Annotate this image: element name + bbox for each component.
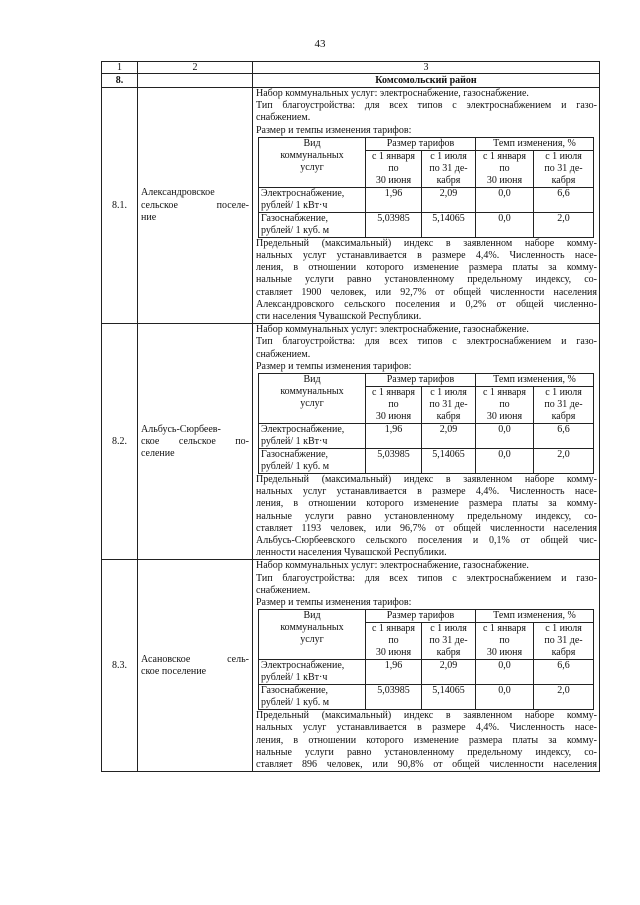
- paragraph-line: ления, в отношении которого изменение размера платы за комму-: [256, 498, 597, 510]
- paragraph-line: Предельный (максимальный) индекс в заявленном наборе комму-: [256, 710, 597, 722]
- settlement-name-line: Асановское сель-: [141, 653, 249, 665]
- paragraph-line: ления, в отношении которого изменение размера платы за комму-: [256, 734, 597, 746]
- settlement-number: 8.3.: [102, 560, 138, 772]
- paragraph-line: Альбусь-Сюрбеевского сельского поселения и 0,1% от общей чис-: [256, 535, 597, 547]
- period-jul: с 1 июля по 31 де- кабря: [534, 150, 594, 187]
- period-jan: с 1 января по 30 июня: [476, 623, 534, 660]
- electricity-tariff-jul: 2,09: [422, 660, 476, 685]
- limit-index-paragraph: [256, 710, 597, 771]
- settlement-number: 8.1.: [102, 88, 138, 324]
- period-jan: с 1 января по 30 июня: [476, 150, 534, 187]
- electricity-tariff-jan: 1,96: [366, 424, 422, 449]
- electricity-label: Электроснабжение, рублей/ 1 кВт·ч: [259, 660, 366, 685]
- gas-label: Газоснабжение, рублей/ 1 куб. м: [259, 685, 366, 710]
- gas-rate-jul: 2,0: [534, 212, 594, 237]
- period-jul: с 1 июля по 31 де- кабря: [534, 623, 594, 660]
- settlement-row: [102, 324, 600, 560]
- settlement-name: [138, 560, 253, 772]
- page-number: 43: [314, 38, 326, 50]
- col-header-2: 2: [138, 62, 253, 74]
- rates-title: Размер и темпы изменения тарифов:: [256, 360, 412, 372]
- settlement-details: [253, 324, 600, 560]
- gas-tariff-jan: 5,03985: [366, 685, 422, 710]
- electricity-rate-jul: 6,6: [534, 424, 594, 449]
- electricity-rate-jan: 0,0: [476, 660, 534, 685]
- gas-rate-jan: 0,0: [476, 449, 534, 474]
- rates-title: Размер и темпы изменения тарифов:: [256, 597, 412, 609]
- electricity-tariff-jul: 2,09: [422, 187, 476, 212]
- paragraph-line: Предельный (максимальный) индекс в заявленном наборе комму-: [256, 474, 597, 486]
- rates-table: [258, 373, 594, 474]
- electricity-rate-jan: 0,0: [476, 187, 534, 212]
- improvement-line-2: снабжением.: [256, 112, 311, 124]
- gas-tariff-jan: 5,03985: [366, 212, 422, 237]
- limit-index-paragraph: [256, 238, 597, 323]
- settlement-row: [102, 88, 600, 324]
- col-kind: Вид коммунальных услуг: [259, 137, 366, 187]
- improvement-line-1: Тип благоустройства: для всех типов с электроснабжением и газо-: [256, 336, 597, 348]
- col-kind: Вид коммунальных услуг: [259, 610, 366, 660]
- improvement-line-2: снабжением.: [256, 584, 311, 596]
- col-tariff: Размер тарифов: [366, 610, 476, 623]
- period-jan: с 1 января по 30 июня: [366, 150, 422, 187]
- col-header-3: 3: [253, 62, 600, 74]
- improvement-line-1: Тип благоустройства: для всех типов с электроснабжением и газо-: [256, 100, 597, 112]
- period-jul: с 1 июля по 31 де- кабря: [534, 387, 594, 424]
- paragraph-line: Александровского сельского поселения и 0,2% от общей численно-: [256, 298, 597, 310]
- paragraph-line: сти населения Чувашской Республики.: [256, 311, 422, 323]
- paragraph-line: ленности населения Чувашской Республики.: [256, 547, 447, 559]
- tariff-table: [101, 61, 600, 772]
- settlement-name-line: Альбусь-Сюрбеев-: [141, 423, 221, 435]
- electricity-label: Электроснабжение, рублей/ 1 кВт·ч: [259, 424, 366, 449]
- settlement-name-line: ние: [141, 211, 157, 223]
- gas-row: [259, 449, 594, 474]
- settlement-name: [138, 324, 253, 560]
- gas-tariff-jul: 5,14065: [422, 449, 476, 474]
- services-line: Набор коммунальных услуг: электроснабжение, газоснабжение.: [256, 324, 529, 336]
- paragraph-line: нальных услуг устанавливается в размере 4,4%. Численность насе-: [256, 486, 597, 498]
- paragraph-line: нальные услуги равно установленному предельному индексу, со-: [256, 274, 597, 286]
- gas-rate-jul: 2,0: [534, 685, 594, 710]
- district-name: Комсомольский район: [253, 74, 600, 88]
- settlement-details: [253, 88, 600, 324]
- electricity-tariff-jan: 1,96: [366, 187, 422, 212]
- settlement-name: [138, 88, 253, 324]
- col-tariff: Размер тарифов: [366, 374, 476, 387]
- electricity-row: [259, 660, 594, 685]
- col-rate: Темп изменения, %: [476, 137, 594, 150]
- rates-table: [258, 137, 594, 238]
- gas-row: [259, 685, 594, 710]
- period-jan: с 1 января по 30 июня: [366, 387, 422, 424]
- col-rate: Темп изменения, %: [476, 374, 594, 387]
- paragraph-line: нальных услуг устанавливается в размере 4,4%. Численность насе-: [256, 250, 597, 262]
- gas-rate-jan: 0,0: [476, 685, 534, 710]
- settlement-row: [102, 560, 600, 772]
- electricity-tariff-jan: 1,96: [366, 660, 422, 685]
- settlement-details: [253, 560, 600, 772]
- electricity-rate-jul: 6,6: [534, 660, 594, 685]
- paragraph-line: нальные услуги равно установленному предельному индексу, со-: [256, 746, 597, 758]
- settlement-number: 8.2.: [102, 324, 138, 560]
- period-jul: с 1 июля по 31 де- кабря: [422, 150, 476, 187]
- col-kind: Вид коммунальных услуг: [259, 374, 366, 424]
- col-tariff: Размер тарифов: [366, 137, 476, 150]
- paragraph-line: ставляет 1900 человек, или 92,7% от общей численности населения: [256, 286, 597, 298]
- services-line: Набор коммунальных услуг: электроснабжение, газоснабжение.: [256, 560, 529, 572]
- paragraph-line: нальные услуги равно установленному предельному индексу, со-: [256, 510, 597, 522]
- settlement-name-line: селение: [141, 447, 175, 459]
- period-jan: с 1 января по 30 июня: [476, 387, 534, 424]
- paragraph-line: ставляет 1193 человек, или 96,7% от общей численности населения: [256, 522, 597, 534]
- electricity-row: [259, 187, 594, 212]
- gas-label: Газоснабжение, рублей/ 1 куб. м: [259, 449, 366, 474]
- electricity-rate-jan: 0,0: [476, 424, 534, 449]
- district-number: 8.: [102, 74, 138, 88]
- gas-rate-jan: 0,0: [476, 212, 534, 237]
- gas-tariff-jul: 5,14065: [422, 212, 476, 237]
- improvement-line-2: снабжением.: [256, 348, 311, 360]
- rates-title: Размер и темпы изменения тарифов:: [256, 124, 412, 136]
- gas-row: [259, 212, 594, 237]
- district-row: [102, 74, 600, 88]
- electricity-tariff-jul: 2,09: [422, 424, 476, 449]
- services-line: Набор коммунальных услуг: электроснабжение, газоснабжение.: [256, 88, 529, 99]
- paragraph-line: ставляет 896 человек, или 90,8% от общей численности населения: [256, 759, 597, 771]
- paragraph-line: нальных услуг устанавливается в размере 4,4%. Численность насе-: [256, 722, 597, 734]
- gas-tariff-jan: 5,03985: [366, 449, 422, 474]
- gas-tariff-jul: 5,14065: [422, 685, 476, 710]
- col-rate: Темп изменения, %: [476, 610, 594, 623]
- period-jul: с 1 июля по 31 де- кабря: [422, 623, 476, 660]
- settlement-name-line: сельское поселе-: [141, 199, 249, 211]
- settlement-name-line: ское поселение: [141, 665, 207, 677]
- rates-table: [258, 609, 594, 710]
- paragraph-line: Предельный (максимальный) индекс в заявленном наборе комму-: [256, 237, 597, 249]
- paragraph-line: ления, в отношении которого изменение размера платы за комму-: [256, 262, 597, 274]
- settlement-name-line: Александровское: [141, 187, 215, 199]
- column-number-row: [102, 62, 600, 74]
- period-jan: с 1 января по 30 июня: [366, 623, 422, 660]
- period-jul: с 1 июля по 31 де- кабря: [422, 387, 476, 424]
- gas-label: Газоснабжение, рублей/ 1 куб. м: [259, 212, 366, 237]
- settlement-name-line: ское сельское по-: [141, 435, 249, 447]
- col-header-1: 1: [102, 62, 138, 74]
- gas-rate-jul: 2,0: [534, 449, 594, 474]
- improvement-line-1: Тип благоустройства: для всех типов с электроснабжением и газо-: [256, 572, 597, 584]
- electricity-rate-jul: 6,6: [534, 187, 594, 212]
- electricity-row: [259, 424, 594, 449]
- electricity-label: Электроснабжение, рублей/ 1 кВт·ч: [259, 187, 366, 212]
- limit-index-paragraph: [256, 474, 597, 559]
